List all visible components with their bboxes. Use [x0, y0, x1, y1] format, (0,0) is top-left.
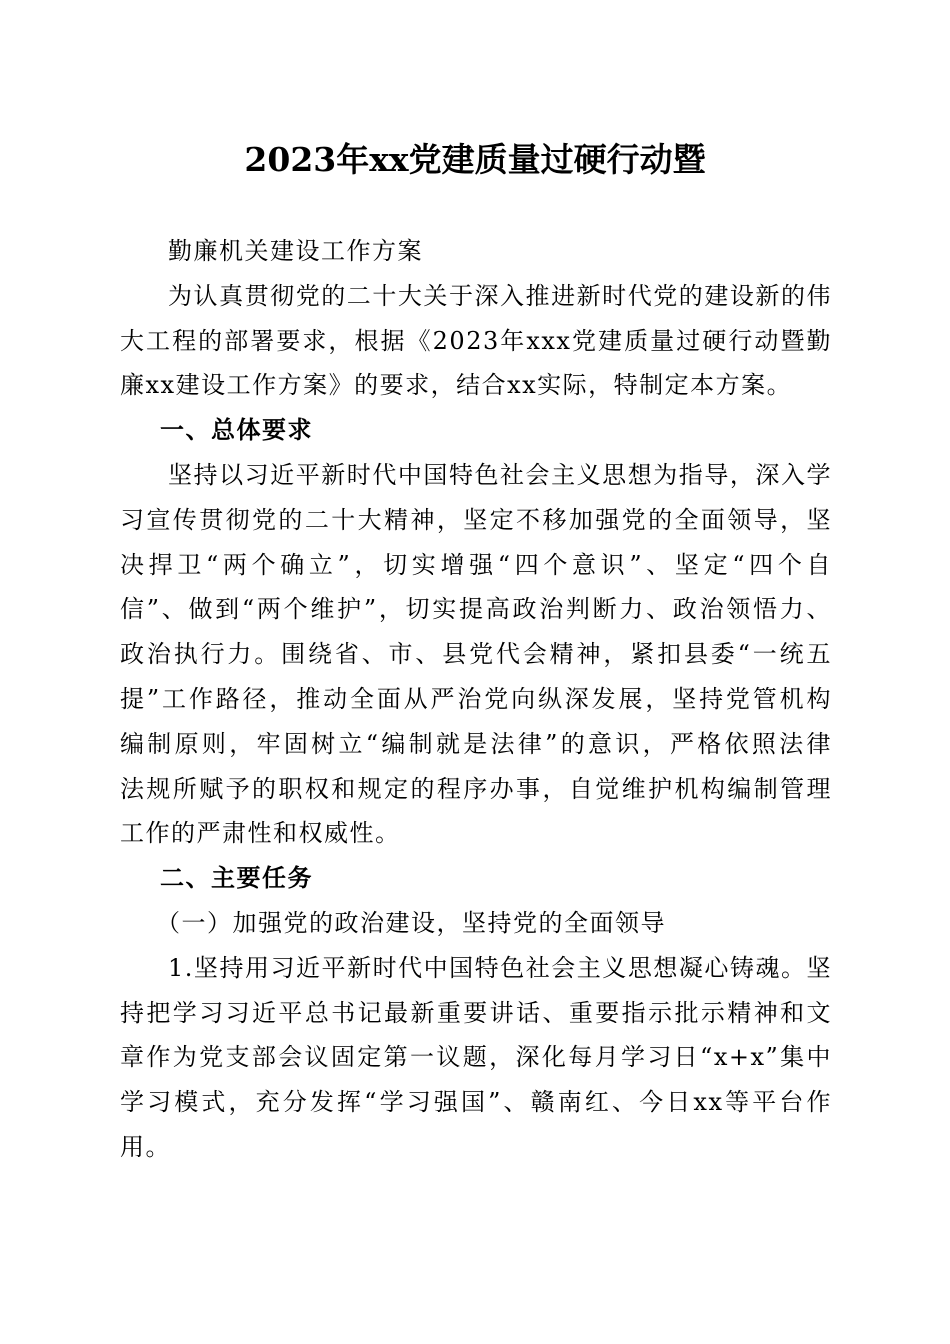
- subtitle-line: 勤廉机关建设工作方案: [168, 237, 423, 265]
- paragraph-line: 持把学习习近平总书记最新重要讲话、重要指示批示精神和文: [120, 998, 832, 1027]
- paragraph-line: 提”工作路径，推动全面从严治党向纵深发展，坚持党管机构: [120, 684, 832, 713]
- paragraph-line: 用。: [120, 1132, 171, 1161]
- paragraph-line: 信”、做到“两个维护”，切实提高政治判断力、政治领悟力、: [120, 595, 832, 624]
- paragraph-line: 章作为党支部会议固定第一议题，深化每月学习日“x+x”集中: [120, 1043, 832, 1072]
- paragraph-line: 坚持以习近平新时代中国特色社会主义思想为指导，深入学: [168, 460, 832, 489]
- paragraph-line: 1.坚持用习近平新时代中国特色社会主义思想凝心铸魂。坚: [168, 953, 832, 982]
- paragraph-line: 编制原则，牢固树立“编制就是法律”的意识，严格依照法律: [120, 729, 832, 758]
- document-title: 2023年xx党建质量过硬行动暨: [244, 140, 706, 179]
- paragraph-line: 学习模式，充分发挥“学习强国”、赣南红、今日xx等平台作: [120, 1088, 832, 1117]
- paragraph-line: 为认真贯彻党的二十大关于深入推进新时代党的建设新的伟: [168, 281, 832, 310]
- subsection-heading: （一）加强党的政治建设，坚持党的全面领导: [156, 908, 666, 937]
- paragraph-line: 廉xx建设工作方案》的要求，结合xx实际，特制定本方案。: [120, 371, 793, 400]
- paragraph-line: 政治执行力。围绕省、市、县党代会精神，紧扣县委“一统五: [120, 640, 832, 669]
- paragraph-line: 工作的严肃性和权威性。: [120, 819, 401, 848]
- section-heading: 一、总体要求: [160, 416, 313, 445]
- paragraph-line: 习宣传贯彻党的二十大精神，坚定不移加强党的全面领导，坚: [120, 505, 832, 534]
- paragraph-line: 决捍卫“两个确立”，切实增强“四个意识”、坚定“四个自: [120, 550, 832, 579]
- document-body: [120, 229, 832, 1170]
- paragraph-line: 法规所赋予的职权和规定的程序办事，自觉维护机构编制管理: [120, 774, 832, 803]
- paragraph-line: 大工程的部署要求，根据《2023年xxx党建质量过硬行动暨勤: [120, 326, 832, 355]
- section-heading: 二、主要任务: [160, 864, 313, 893]
